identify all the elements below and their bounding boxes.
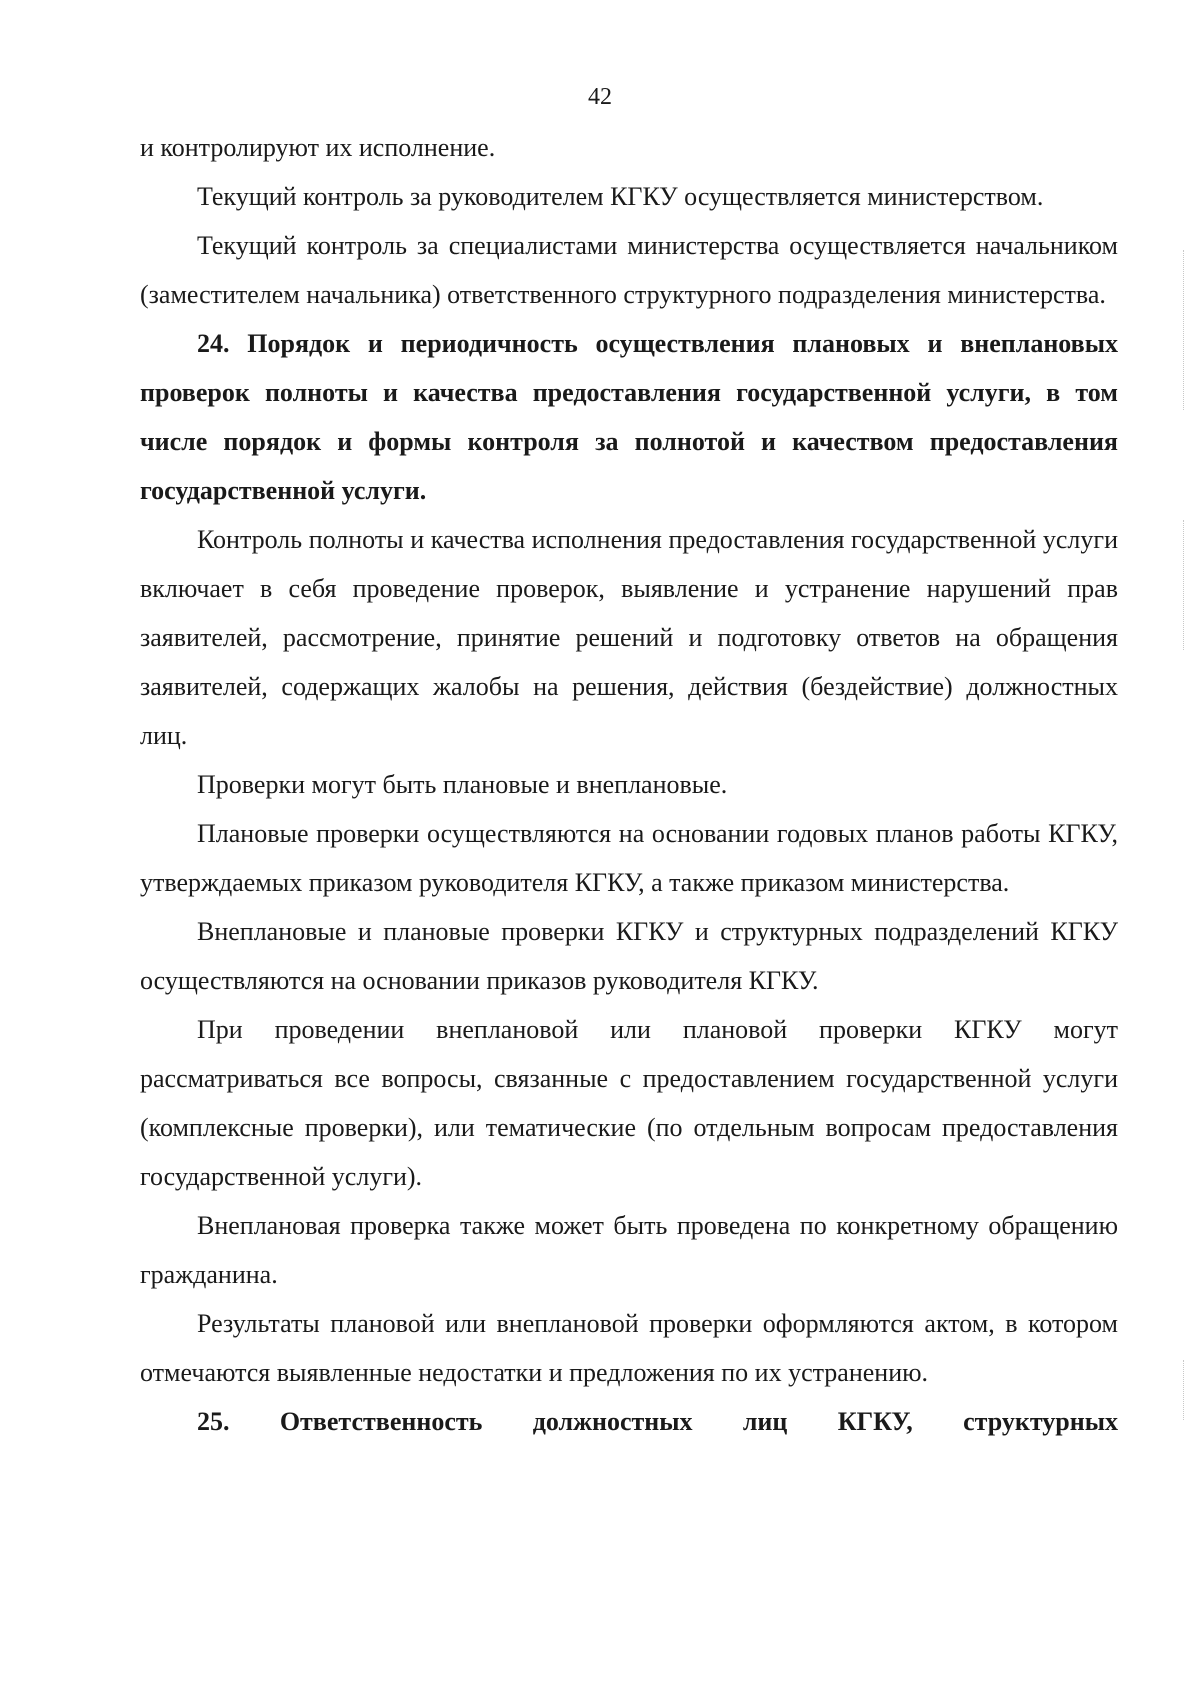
section-heading-25: 25. Ответственность должностных лиц КГКУ, структурных [197, 1407, 1118, 1436]
paragraph-head-control: Текущий контроль за руководителем КГКУ осуществляется министерством. [197, 182, 1044, 211]
scan-edge-mark [1183, 250, 1185, 410]
section-heading-24: 24. Порядок и периодичность осуществления плановых и внеплановых проверок полноты и качества предоставления государственной услуги, в том числе порядок и формы контроля за полнотой и качеством предоставления государственной услуги. [140, 329, 1118, 505]
scan-edge-mark [1183, 1360, 1185, 1420]
paragraph-inspection-questions: При проведении внеплановой или плановой проверки КГКУ могут рассматриваться все вопросы, связанные с предоставлением государственной услуги (комплексные проверки), или тематические (по отдельным вопросам предоставления государственной услуги). [140, 1015, 1118, 1191]
paragraph-control-scope: Контроль полноты и качества исполнения предоставления государственной услуги включает в себя проведение проверок, выявление и устранение нарушений прав заявителей, рассмотрение, принятие решений и подготовку ответов на обращения заявителей, содержащих жалобы на решения, действия (бездействие) должностных лиц. [140, 525, 1118, 750]
paragraph-continuation: и контролируют их исполнение. [140, 133, 496, 162]
paragraph-unplanned-inspections: Внеплановые и плановые проверки КГКУ и структурных подразделений КГКУ осуществляются на основании приказов руководителя КГКУ. [140, 917, 1118, 995]
paragraph-planned-inspections: Плановые проверки осуществляются на основании годовых планов работы КГКУ, утверждаемых приказом руководителя КГКУ, а также приказом министерства. [140, 819, 1118, 897]
paragraph-inspection-results: Результаты плановой или внеплановой проверки оформляются актом, в котором отмечаются выявленные недостатки и предложения по их устранению. [140, 1309, 1118, 1387]
paragraph-citizen-appeal: Внеплановая проверка также может быть проведена по конкретному обращению гражданина. [140, 1211, 1118, 1289]
page-body [140, 123, 1118, 1446]
page-number: 42 [588, 84, 612, 110]
paragraph-inspection-types: Проверки могут быть плановые и внеплановые. [197, 770, 728, 799]
scan-edge-mark [1183, 520, 1185, 650]
paragraph-specialists-control: Текущий контроль за специалистами министерства осуществляется начальником (заместителем начальника) ответственного структурного подразделения министерства. [140, 231, 1118, 309]
